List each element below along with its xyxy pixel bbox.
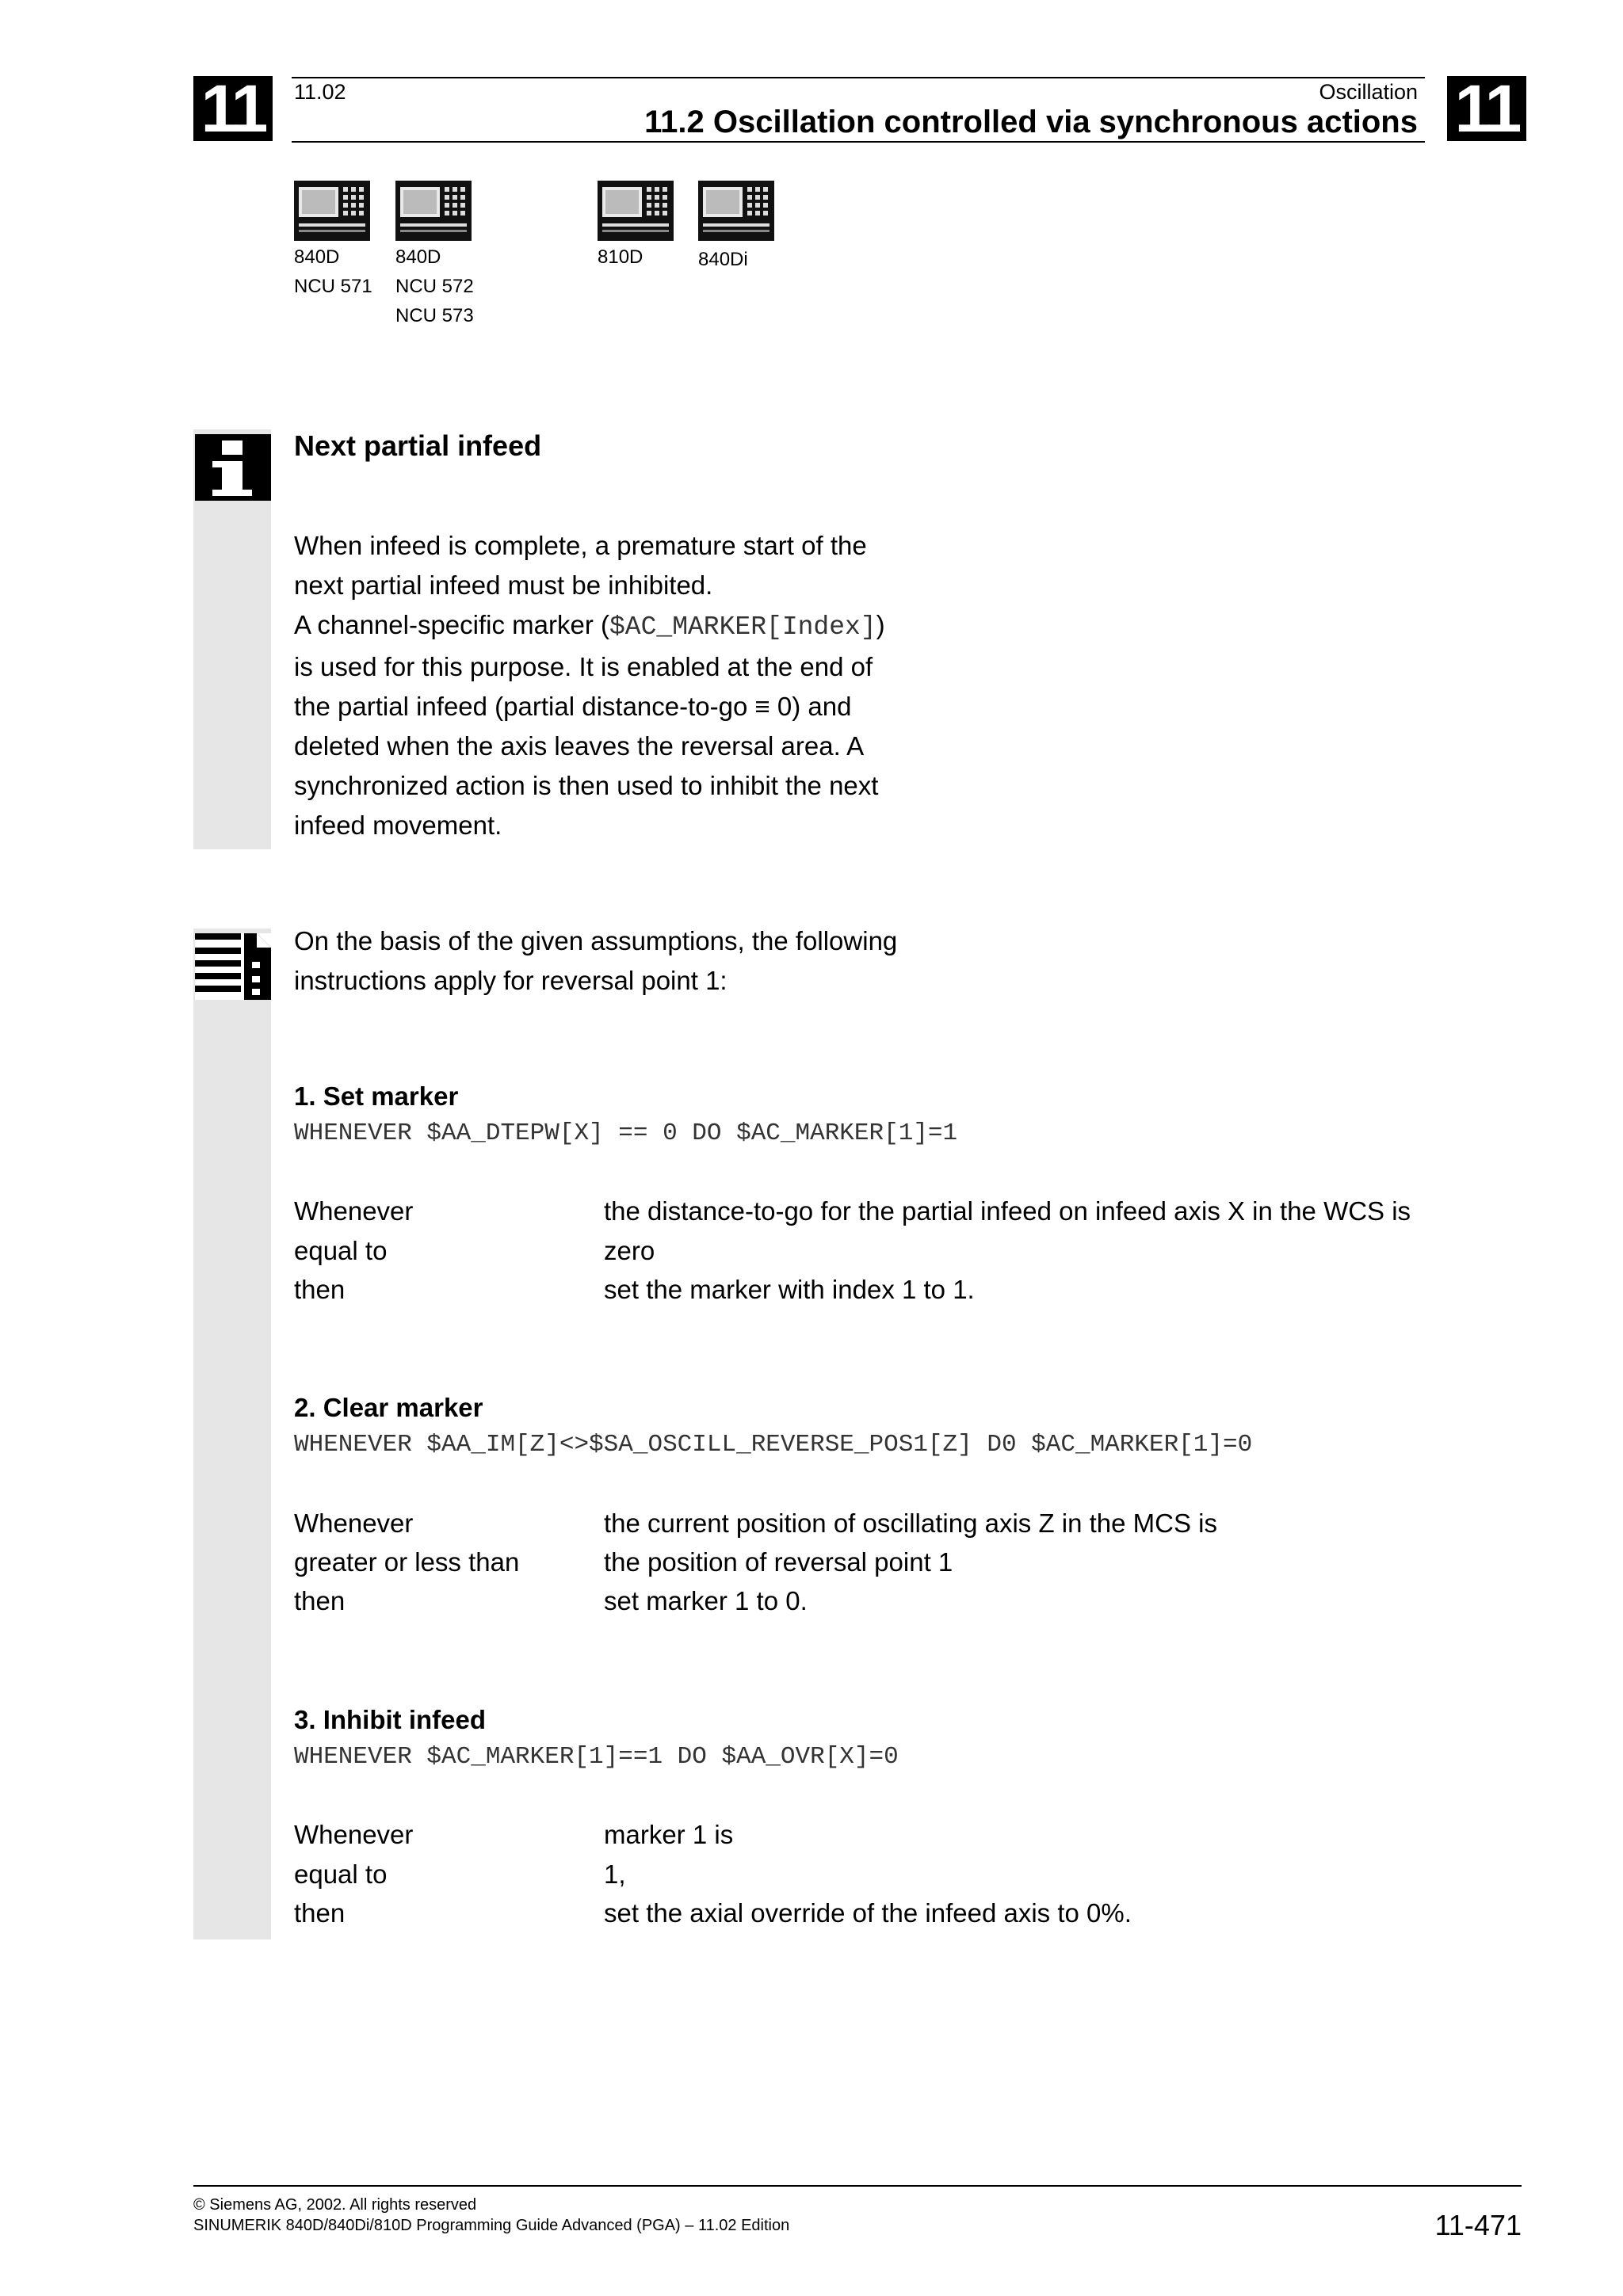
info-line: When infeed is complete, a premature start of the	[294, 531, 867, 560]
control-panel-icon	[598, 181, 674, 241]
section-title	[644, 105, 1418, 140]
chapter-name: Oscillation	[1319, 80, 1418, 104]
info-line: the partial infeed (partial distance-to-go ≡ 0) and	[294, 692, 852, 721]
step-1-heading: 1. Set marker	[294, 1081, 459, 1111]
step-3-heading: 3. Inhibit infeed	[294, 1705, 487, 1734]
step-3-desc: marker 1 is	[604, 1820, 734, 1849]
marker-line-suffix: )	[876, 610, 885, 639]
section-number: 11.2	[644, 105, 705, 139]
step-1-term: then	[294, 1275, 346, 1304]
info-icon	[195, 434, 271, 501]
info-line: infeed movement.	[294, 810, 502, 840]
step-1-term: equal to	[294, 1236, 388, 1265]
step-1-term: Whenever	[294, 1196, 414, 1226]
step-1-desc: zero	[604, 1236, 655, 1265]
step-1-desc: set the marker with index 1 to 1.	[604, 1275, 975, 1304]
step-3-term: then	[294, 1898, 346, 1928]
info-marker-line	[294, 605, 885, 647]
step-1-code: WHENEVER $AA_DTEPW[X] == 0 DO $AC_MARKER[1]=1	[294, 1119, 958, 1147]
step-2-code: WHENEVER $AA_IM[Z]<>$SA_OSCILL_REVERSE_POS1[Z] D0 $AC_MARKER[1]=0	[294, 1431, 1253, 1459]
step-3-term: equal to	[294, 1859, 388, 1889]
control-label-810d: 810D	[598, 246, 643, 268]
step-2-desc: set marker 1 to 0.	[604, 1586, 808, 1615]
step-1-desc: the distance-to-go for the partial infeed on infeed axis X in the WCS is	[604, 1196, 1411, 1226]
marker-variable-code: $AC_MARKER[Index]	[609, 612, 876, 642]
chapter-number-right: 11	[1447, 76, 1526, 141]
header-top-rule	[292, 77, 1425, 78]
footer-rule	[193, 2185, 1522, 2187]
control-label-840d-ncu572-573: 840D NCU 572 NCU 573	[395, 246, 474, 326]
programming-intro	[294, 921, 897, 1001]
step-2-desc: the position of reversal point 1	[604, 1547, 953, 1577]
section-title-text: Oscillation controlled via synchronous actions	[712, 105, 1418, 139]
info-line: is used for this purpose. It is enabled at the end of	[294, 652, 873, 681]
step-2-term: greater or less than	[294, 1547, 520, 1577]
step-3-term: Whenever	[294, 1820, 414, 1849]
page-number: 11-471	[1434, 2209, 1522, 2241]
step-2-heading: 2. Clear marker	[294, 1393, 483, 1422]
programming-list-icon	[195, 933, 271, 1000]
footer-copyright: © Siemens AG, 2002. All rights reserved	[193, 2196, 477, 2214]
marker-line-prefix: A channel-specific marker (	[294, 610, 609, 639]
info-line: deleted when the axis leaves the reversal area. A	[294, 731, 865, 761]
header-bottom-rule	[292, 141, 1425, 143]
info-paragraph	[294, 526, 885, 845]
control-panel-icon	[395, 181, 472, 241]
programming-margin-bar	[193, 929, 271, 1939]
step-2-desc: the current position of oscillating axis Z in the MCS is	[604, 1508, 1218, 1538]
step-3-desc: set the axial override of the infeed axis to 0%.	[604, 1898, 1132, 1928]
footer-document-title: SINUMERIK 840D/840Di/810D Programming Guide Advanced (PGA) – 11.02 Edition	[193, 2217, 790, 2234]
control-label-840di: 840Di	[698, 249, 748, 270]
edition-label: 11.02	[294, 80, 346, 104]
step-3-desc: 1,	[604, 1859, 626, 1889]
chapter-number-left: 11	[193, 76, 273, 141]
info-line: synchronized action is then used to inhibit the next	[294, 771, 879, 800]
control-label-840d-ncu571: 840D NCU 571	[294, 246, 372, 297]
step-3-code: WHENEVER $AC_MARKER[1]==1 DO $AA_OVR[X]=0	[294, 1743, 899, 1771]
step-2-term: Whenever	[294, 1508, 414, 1538]
info-line: next partial infeed must be inhibited.	[294, 570, 713, 600]
control-panel-icon	[698, 181, 774, 241]
control-panel-icon	[294, 181, 370, 241]
intro-line: On the basis of the given assumptions, the following	[294, 926, 898, 955]
intro-line: instructions apply for reversal point 1:	[294, 966, 727, 995]
info-heading: Next partial infeed	[294, 429, 542, 462]
step-2-term: then	[294, 1586, 346, 1615]
